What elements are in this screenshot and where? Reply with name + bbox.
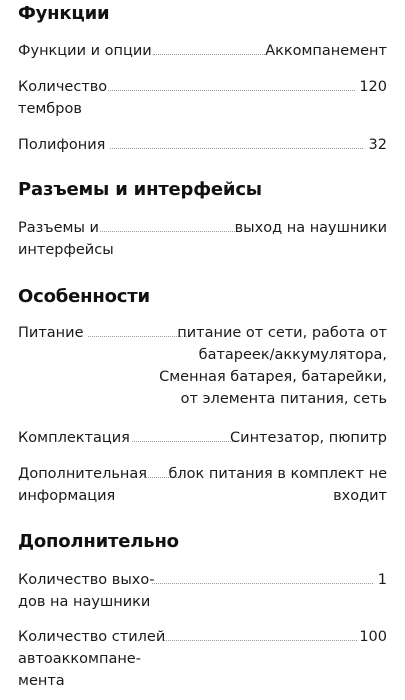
spec-label: Комплектация	[18, 430, 130, 446]
spec-value: 100	[359, 629, 387, 645]
section-title-features: Особенности	[18, 286, 150, 307]
spec-value: 120	[359, 79, 387, 95]
section-title-additional: Дополнительно	[18, 531, 179, 552]
spec-label: Разъемы и интерфейсы	[18, 220, 114, 258]
spec-value: питание от сети, работа от батареек/аккумулятора, Сменная батарея, батарейки, от элемента питания, сеть	[159, 325, 387, 407]
spec-value: Аккомпанемент	[265, 43, 387, 59]
dotted-leader	[153, 54, 267, 55]
spec-value: 1	[377, 572, 387, 588]
spec-label: Питание	[18, 325, 84, 341]
dotted-leader	[100, 231, 237, 232]
spec-label: Полифония	[18, 137, 106, 153]
spec-value: выход на наушники	[234, 220, 387, 236]
spec-label: Количество выхо- дов на наушники	[18, 572, 155, 610]
spec-value: Синтезатор, пюпитр	[230, 430, 387, 446]
dotted-leader	[108, 90, 355, 91]
dotted-leader	[132, 441, 235, 442]
dotted-leader	[152, 583, 373, 584]
dotted-leader	[164, 640, 357, 641]
section-title-connectors: Разъемы и интерфейсы	[18, 179, 262, 200]
spec-label: Дополнительная информация	[18, 466, 147, 504]
dotted-leader	[110, 148, 363, 149]
spec-label: Количество тембров	[18, 79, 108, 117]
spec-label: Количество стилей автоаккомпане- мента	[18, 629, 166, 689]
spec-value: блок питания в комплект не входит	[168, 466, 387, 504]
spec-value: 32	[368, 137, 387, 153]
spec-label: Функции и опции	[18, 43, 152, 59]
section-title-functions: Функции	[18, 3, 110, 24]
